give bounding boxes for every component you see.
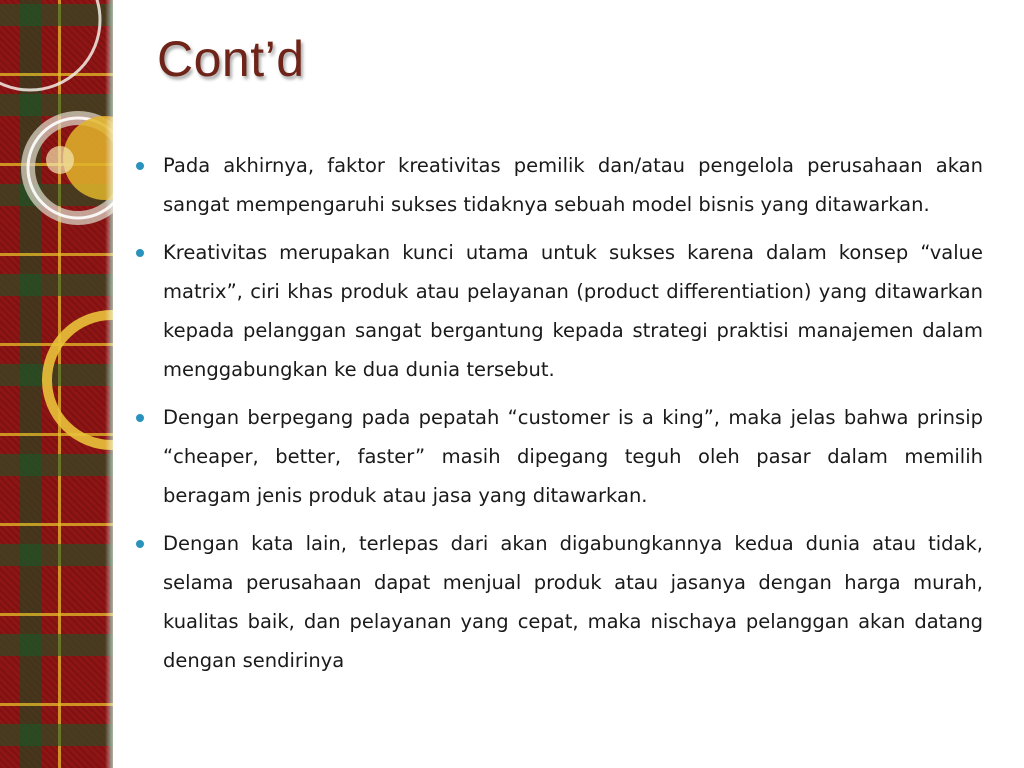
bullet-item [130, 146, 983, 224]
bullet-icon [136, 249, 144, 257]
bullet-item [130, 233, 983, 389]
bullet-text: Dengan kata lain, terlepas dari akan digabungkannya kedua dunia atau tidak, selama perusahaan dapat menjual produk atau jasanya dengan harga murah, kualitas baik, dan pelayanan yang cepat, maka nischaya pelanggan akan datang dengan sendirinya [163, 532, 983, 672]
bullet-text: Kreativitas merupakan kunci utama untuk sukses karena dalam konsep “value matrix”, ciri khas produk atau pelayanan (product differentiation) yang ditawarkan kepada pelanggan sangat bergantung kepada strategi praktisi manajemen dalam menggabungkan ke dua dunia tersebut. [163, 241, 983, 381]
bullet-item [130, 398, 983, 515]
bullet-item [130, 524, 983, 680]
bullet-icon [136, 414, 144, 422]
tartan-decoration [0, 0, 113, 768]
bullet-text: Pada akhirnya, faktor kreativitas pemilik dan/atau pengelola perusahaan akan sangat mempengaruhi sukses tidaknya sebuah model bisnis yang ditawarkan. [163, 154, 983, 216]
bullet-text: Dengan berpegang pada pepatah “customer is a king”, maka jelas bahwa prinsip “cheaper, better, faster” masih dipegang teguh oleh pasar dalam memilih beragam jenis produk atau jasa yang ditawarkan. [163, 406, 983, 507]
bullet-icon [136, 162, 144, 170]
bullet-icon [136, 540, 144, 548]
ornament-rings-icon [0, 0, 113, 768]
bullet-list [130, 146, 983, 689]
slide-title: Cont’d [157, 31, 305, 87]
